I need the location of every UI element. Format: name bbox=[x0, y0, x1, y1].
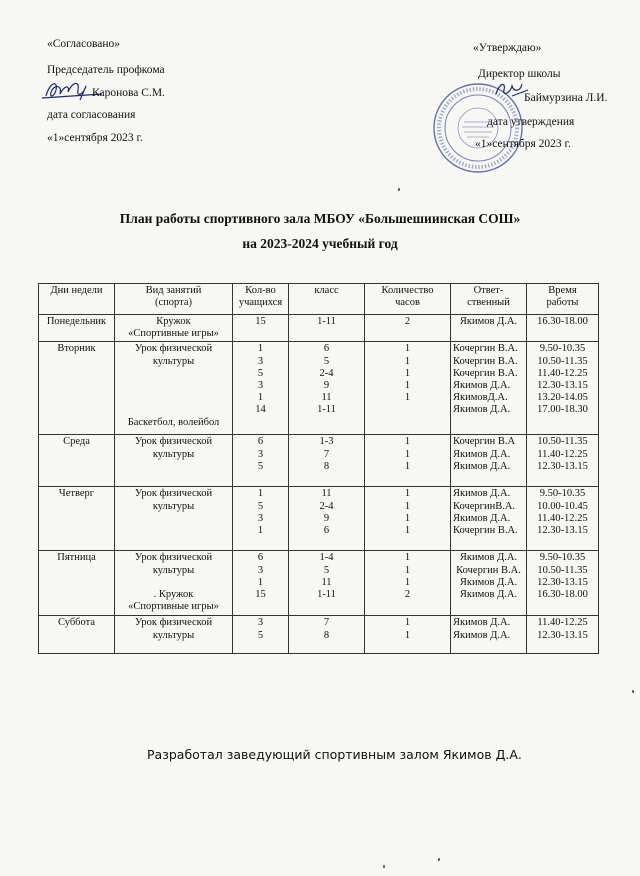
right-date: «1»сентября 2023 г. bbox=[475, 138, 571, 150]
right-name: Баймурзина Л.И. bbox=[524, 92, 608, 104]
plan-title: План работы спортивного зала МБОУ «Большешиинская СОШ» bbox=[119, 211, 521, 226]
row-hours: 1 1 1 2 bbox=[365, 551, 451, 616]
agreed-label: «Согласовано» bbox=[47, 38, 121, 50]
row-hours: 1 1 1 1 bbox=[365, 487, 451, 551]
row-activity: Урок физической культуры bbox=[115, 616, 233, 654]
left-date: «1»сентября 2023 г. bbox=[47, 132, 143, 144]
row-students: 3 5 bbox=[233, 616, 289, 654]
row-hours: 1 1 1 bbox=[365, 435, 451, 487]
header-hours: Количество часов bbox=[365, 284, 451, 315]
header-students: Кол-во учащихся bbox=[233, 284, 289, 315]
row-students: 6 3 1 15 bbox=[233, 551, 289, 616]
plan-subtitle: на 2023-2024 учебный год bbox=[242, 236, 398, 251]
header-time: Время работы bbox=[527, 284, 599, 315]
scan-speck bbox=[398, 188, 400, 191]
row-hours: 1 1 1 1 1 bbox=[365, 342, 451, 435]
left-date-label: дата согласования bbox=[47, 109, 136, 121]
schedule-table bbox=[38, 283, 599, 654]
row-day: Понедельник bbox=[39, 315, 115, 342]
left-position: Председатель профкома bbox=[47, 64, 165, 76]
row-time: 9.50-10.35 10.50-11.35 12.30-13.15 16.30-18.00 bbox=[527, 551, 599, 616]
row-responsible: Якимов Д.А. Якимов Д.А. bbox=[451, 616, 527, 654]
row-day: Среда bbox=[39, 435, 115, 487]
header-activity: Вид занятий (спорта) bbox=[115, 284, 233, 315]
row-responsible: Кочергин В.А Якимов Д.А. Якимов Д.А. bbox=[451, 435, 527, 487]
row-responsible: Кочергин В.А. Кочергин В.А. Кочергин В.А. Якимов Д.А. ЯкимовД.А. Якимов Д.А. bbox=[451, 342, 527, 435]
row-day: Суббота bbox=[39, 616, 115, 654]
row-activity: Урок физической культуры bbox=[115, 487, 233, 551]
row-students: 1 5 3 1 bbox=[233, 487, 289, 551]
right-position: Директор школы bbox=[478, 68, 561, 80]
row-hours: 2 bbox=[365, 315, 451, 342]
row-time: 9.50-10.35 10.00-10.45 11.40-12.25 12.30-13.15 bbox=[527, 487, 599, 551]
header-responsible: Ответ- ственный bbox=[451, 284, 527, 315]
row-time: 10.50-11.35 11.40-12.25 12.30-13.15 bbox=[527, 435, 599, 487]
scan-speck bbox=[438, 858, 440, 861]
header-day: Дни недели bbox=[39, 284, 115, 315]
row-grade: 1-4 5 11 1-11 bbox=[289, 551, 365, 616]
left-name: Каронова С.М. bbox=[92, 87, 165, 99]
row-grade: 1-3 7 8 bbox=[289, 435, 365, 487]
row-activity: Урок физической культуры . Кружок «Спортивные игры» bbox=[115, 551, 233, 616]
row-grade: 6 5 2-4 9 11 1-11 bbox=[289, 342, 365, 435]
header-grade: класс bbox=[289, 284, 365, 315]
footer-author: Разработал заведующий спортивным залом Якимов Д.А. bbox=[147, 747, 522, 762]
row-students: 1 3 5 3 1 14 bbox=[233, 342, 289, 435]
table-header-row bbox=[39, 284, 599, 315]
row-activity: Урок физической культуры Баскетбол, волейбол bbox=[115, 342, 233, 435]
scan-speck bbox=[632, 690, 634, 693]
table-row bbox=[39, 315, 599, 342]
row-hours: 1 1 bbox=[365, 616, 451, 654]
right-date-label: дата утверждения bbox=[487, 116, 575, 128]
row-students: 6 3 5 bbox=[233, 435, 289, 487]
row-activity: Кружок «Спортивные игры» bbox=[115, 315, 233, 342]
row-grade: 7 8 bbox=[289, 616, 365, 654]
row-time: 11.40-12.25 12.30-13.15 bbox=[527, 616, 599, 654]
row-grade: 1-11 bbox=[289, 315, 365, 342]
row-activity: Урок физической культуры bbox=[115, 435, 233, 487]
row-responsible: Якимов Д.А. КочергинВ.А. Якимов Д.А. Кочергин В.А. bbox=[451, 487, 527, 551]
row-day: Четверг bbox=[39, 487, 115, 551]
row-responsible: Якимов Д.А. Кочергин В.А. Якимов Д.А. Якимов Д.А. bbox=[451, 551, 527, 616]
approved-label: «Утверждаю» bbox=[473, 42, 542, 54]
row-responsible: Якимов Д.А. bbox=[451, 315, 527, 342]
scan-speck bbox=[383, 865, 385, 868]
row-grade: 11 2-4 9 6 bbox=[289, 487, 365, 551]
row-time: 16.30-18.00 bbox=[527, 315, 599, 342]
row-day: Пятница bbox=[39, 551, 115, 616]
table-row bbox=[39, 435, 599, 487]
table-row bbox=[39, 487, 599, 551]
table-row bbox=[39, 342, 599, 435]
row-time: 9.50-10.35 10.50-11.35 11.40-12.25 12.30-13.15 13.20-14.05 17.00-18.30 bbox=[527, 342, 599, 435]
row-students: 15 bbox=[233, 315, 289, 342]
table-row bbox=[39, 616, 599, 654]
row-day: Вторник bbox=[39, 342, 115, 435]
table-row bbox=[39, 551, 599, 616]
